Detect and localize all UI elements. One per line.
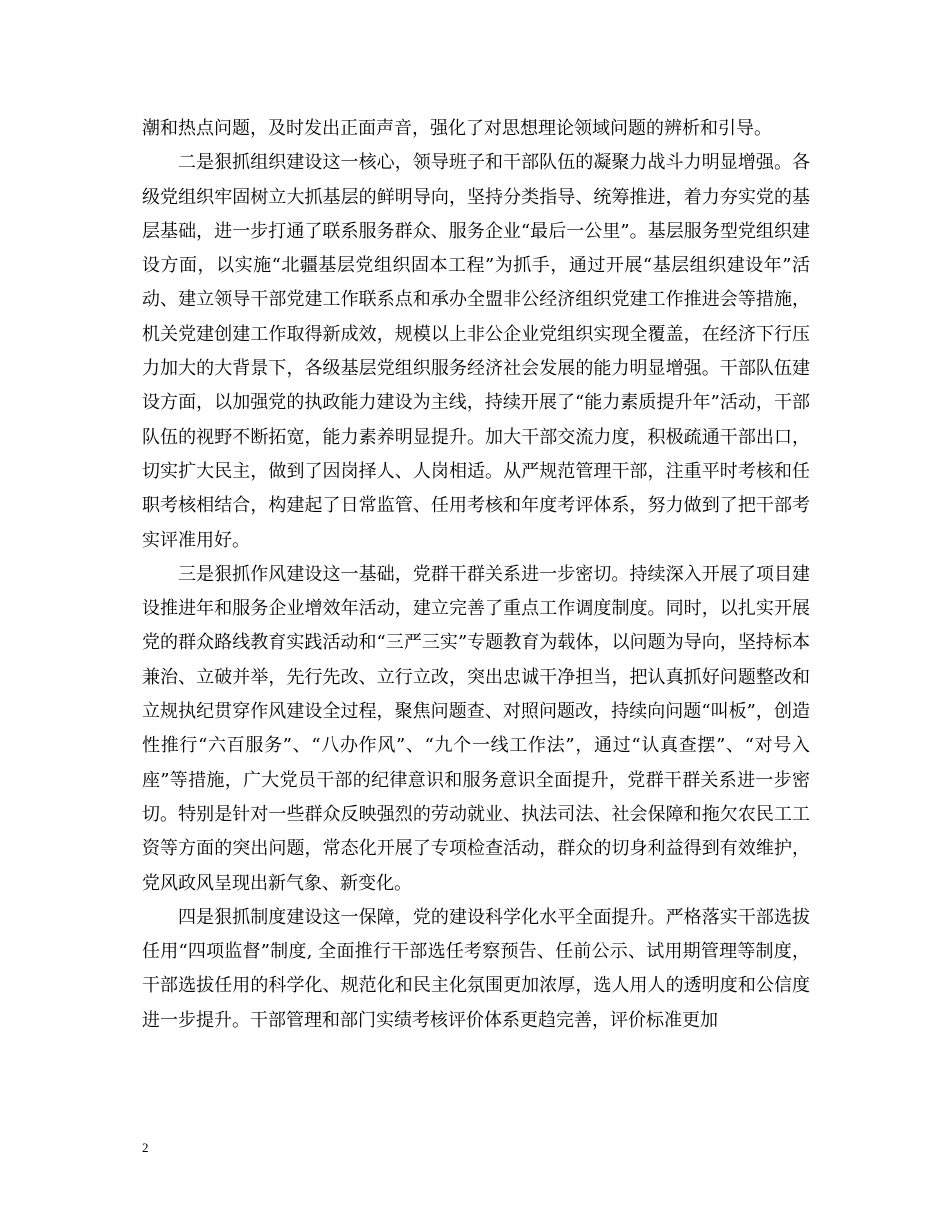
paragraph-organization-building: 二是狠抓组织建设这一核心，领导班子和干部队伍的凝聚力战斗力明显增强。各级党组织牢固树立大抓基层的鲜明导向，坚持分类指导、统筹推进，着力夯实党的基层基础，进一步打通了联系服务群众、服务企业“最后一公里”。基层服务型党组织建设方面，以实施“北疆基层党组织固本工程”为抓手，通过开展“基层组织建设年”活动、建立领导干部党建工作联系点和承办全盟非公经济组织党建工作推进会等措施，机关党建创建工作取得新成效，规模以上非公企业党组织实现全覆盖，在经济下行压力加大的大背景下，各级基层党组织服务经济社会发展的能力明显增强。干部队伍建设方面，以加强党的执政能力建设为主线，持续开展了“能力素质提升年”活动，干部队伍的视野不断拓宽，能力素养明显提升。加大干部交流力度，积极疏通干部出口，切实扩大民主，做到了因岗择人、人岗相适。从严规范管理干部，注重平时考核和任职考核相结合，构建起了日常监管、任用考核和年度考评体系，努力做到了把干部考实评准用好。 [142, 152, 810, 551]
body-text [142, 112, 810, 1038]
paragraph-system-building: 四是狠抓制度建设这一保障，党的建设科学化水平全面提升。严格落实干部选拔任用“四项监督”制度, 全面推行干部选任考察预告、任前公示、试用期管理等制度，干部选拔任用的科学化、规范化和民主化氛围更加浓厚，选人用人的透明度和公信度进一步提升。干部管理和部门实绩考核评价体系更趋完善，评价标准更加 [142, 906, 810, 1031]
paragraph-continuation: 潮和热点问题，及时发出正面声音，强化了对思想理论领域问题的辨析和引导。 [142, 118, 772, 139]
paragraph-style-building: 三是狠抓作风建设这一基础，党群干群关系进一步密切。持续深入开展了项目建设推进年和服务企业增效年活动，建立完善了重点工作调度制度。同时，以扎实开展党的群众路线教育实践活动和“三严三实”专题教育为载体，以问题为导向，坚持标本兼治、立破并举，先行先改、立行立改，突出忠诚干净担当，把认真抓好问题整改和立规执纪贯穿作风建设全过程，聚焦问题查、对照问题改，持续向问题“叫板”，创造性推行“六百服务”、“八办作风”、“九个一线工作法”，通过“认真查摆”、“对号入座”等措施，广大党员干部的纪律意识和服务意识全面提升，党群干群关系进一步密切。特别是针对一些群众反映强烈的劳动就业、执法司法、社会保障和拖欠农民工工资等方面的突出问题，常态化开展了专项检查活动，群众的切身利益得到有效维护，党风政风呈现出新气象、新变化。 [142, 563, 810, 894]
page-number: 2 [142, 1140, 149, 1155]
